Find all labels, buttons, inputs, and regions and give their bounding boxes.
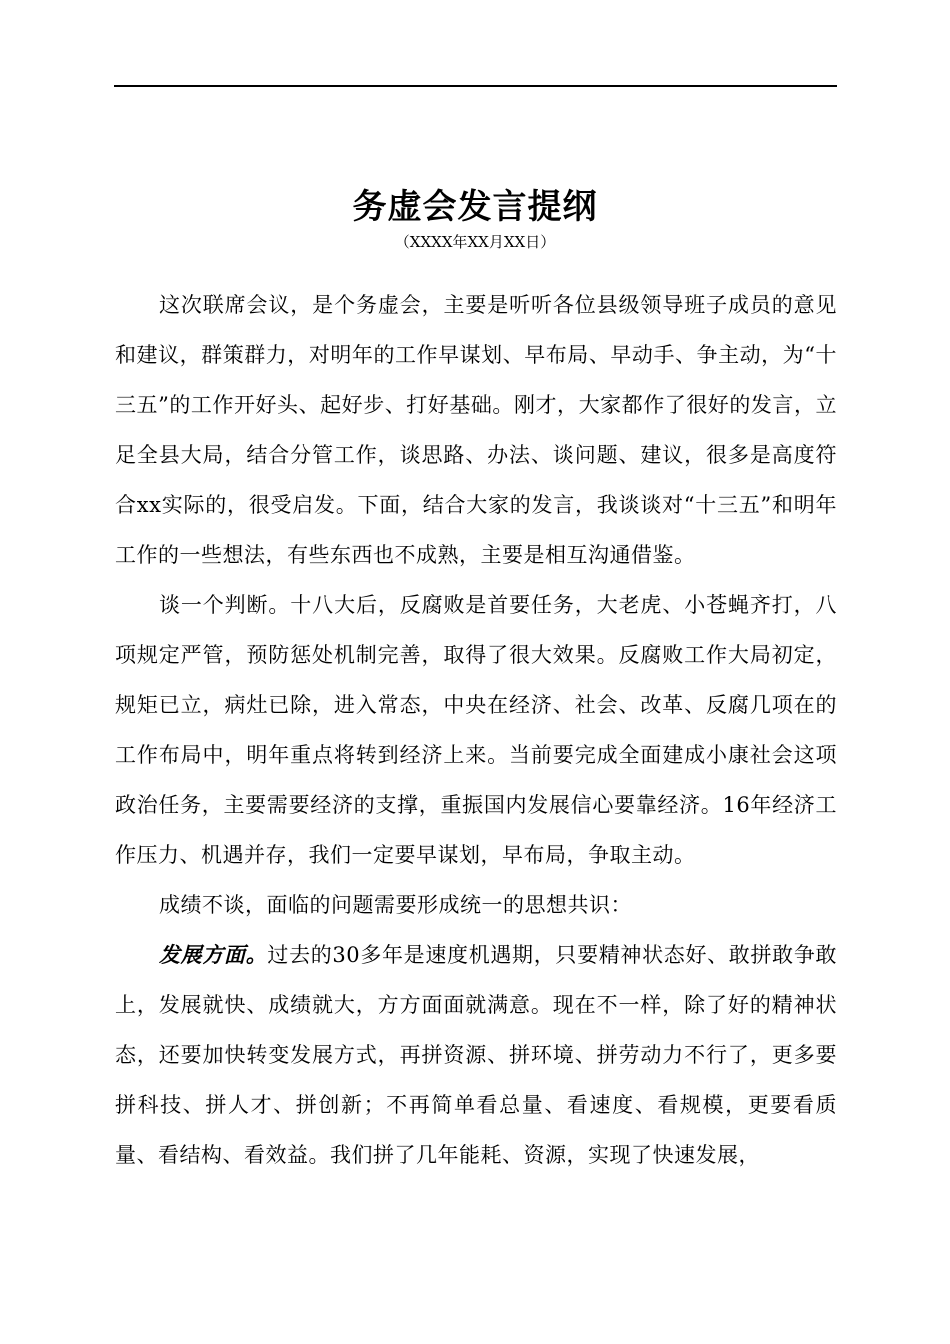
paragraph-lead: 发展方面。 [159,942,268,967]
document-date: （XXXX年XX月XX日） [394,233,556,251]
paragraph-text: 过去的30多年是速度机遇期，只要精神状态好、敢拼敢争敢上，发展就快、成绩就大，方方面面就满意。现在不一样，除了好的精神状态，还要加快转变发展方式，再拼资源、拼环境、拼劳动力不行了，更多要拼科技、拼人才、拼创新；不再简单看总量、看速度、看规模，更要看质量、看结构、看效益。我们拼了几年能耗、资源，实现了快速发展， [115,943,837,1167]
paragraph-text: 成绩不谈，面临的问题需要形成统一的思想共识： [159,893,632,917]
paragraph-judgment [115,580,837,880]
paragraph-development [115,930,837,1180]
paragraph-text: 这次联席会议，是个务虚会，主要是听听各位县级领导班子成员的意见和建议，群策群力，对明年的工作早谋划、早布局、早动手、争主动，为“十三五”的工作开好头、起好步、打好基础。刚才，大家都作了很好的发言，立足全县大局，结合分管工作，谈思路、办法、谈问题、建议，很多是高度符合xx实际的，很受启发。下面，结合大家的发言，我谈谈对“十三五”和明年工作的一些想法，有些东西也不成熟，主要是相互沟通借鉴。 [115,293,837,567]
document-title: 务虚会发言提纲 [352,187,598,227]
paragraph-text: 谈一个判断。十八大后，反腐败是首要任务，大老虎、小苍蝇齐打，八项规定严管，预防惩处机制完善，取得了很大效果。反腐败工作大局初定，规矩已立，病灶已除，进入常态，中央在经济、社会、改革、反腐几项在的工作布局中，明年重点将转到经济上来。当前要完成全面建成小康社会这项政治任务，主要需要经济的支撑，重振国内发展信心要靠经济。16年经济工作压力、机遇并存，我们一定要早谋划，早布局，争取主动。 [115,593,837,867]
header-rule [114,85,837,87]
paragraph-intro [115,280,837,580]
document-body [115,280,837,1180]
paragraph-consensus [115,880,837,930]
